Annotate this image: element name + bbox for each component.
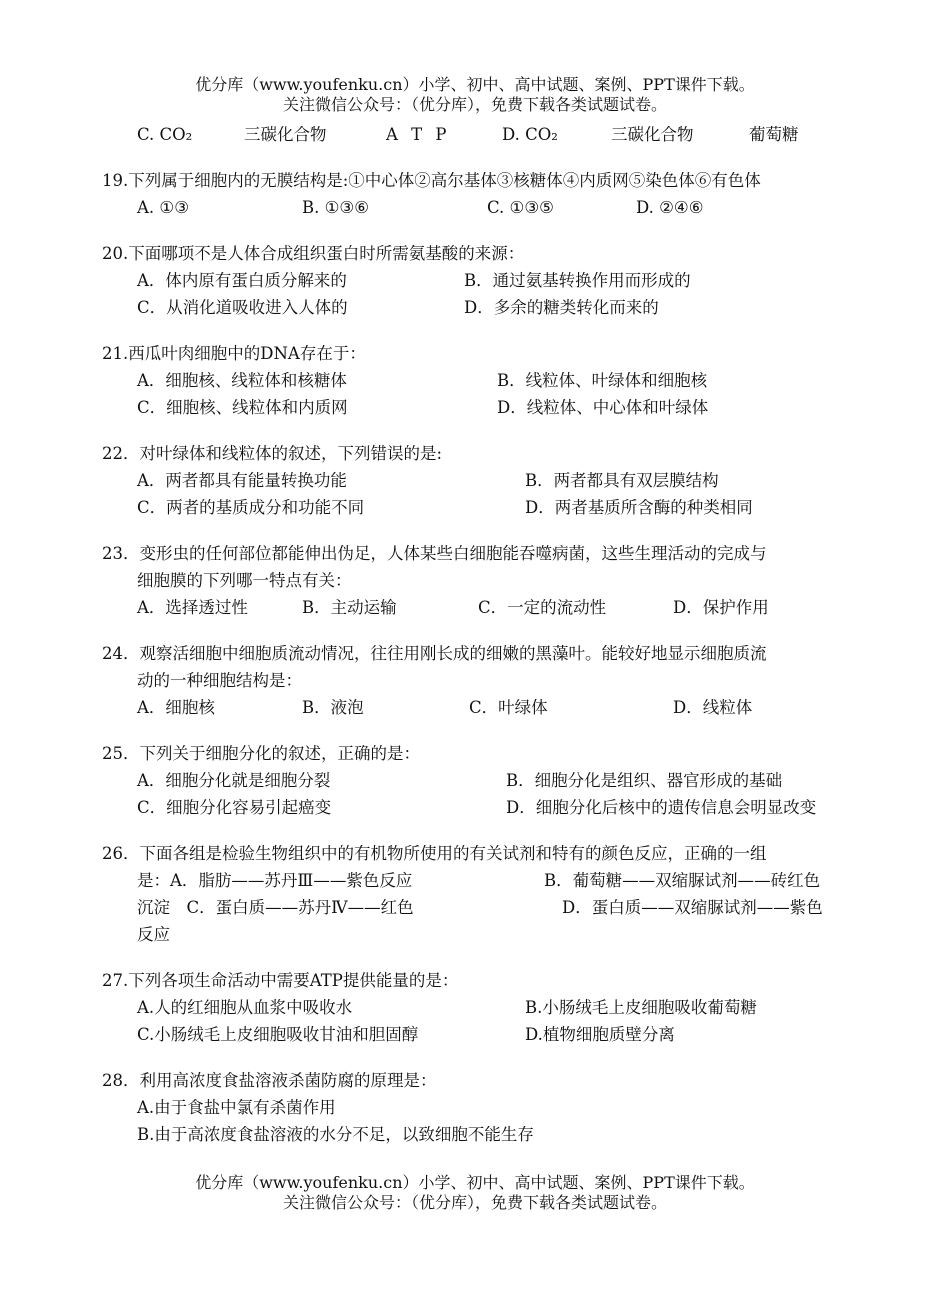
option-a: A. ①③	[137, 198, 189, 217]
option-d: D．多余的糖类转化而来的	[464, 298, 659, 317]
option-c: C．一定的流动性	[478, 598, 607, 617]
option-c-atp: A T P	[386, 125, 451, 144]
option-b: B.小肠绒毛上皮细胞吸收葡萄糖	[525, 998, 757, 1017]
option-d: D．两者基质所含酶的种类相同	[525, 498, 753, 517]
option-d-glucose: 葡萄糖	[749, 125, 799, 144]
option-c: C．细胞分化容易引起癌变	[137, 798, 332, 817]
question-stem: 26．下面各组是检验生物组织中的有机物所使用的有关试剂和特有的颜色反应，正确的一组	[102, 844, 767, 863]
option-c: 沉淀 C．蛋白质——苏丹Ⅳ——红色	[137, 898, 414, 917]
footer-line-2: 关注微信公众号：（优分库），免费下载各类试题试卷。	[282, 1193, 667, 1212]
footer-line-1: 优分库（www.youfenku.cn）小学、初中、高中试题、案例、PPT课件下载。	[195, 1173, 755, 1192]
option-b: B．线粒体、叶绿体和细胞核	[497, 371, 708, 390]
option-c: C．两者的基质成分和功能不同	[137, 498, 365, 517]
option-a: A.人的红细胞从血浆中吸收水	[137, 998, 353, 1017]
option-a: A．选择透过性	[137, 598, 248, 617]
option-d: D.植物细胞质壁分离	[525, 1025, 675, 1044]
option-c-compound: 三碳化合物	[244, 125, 327, 144]
option-a: A.由于食盐中氯有杀菌作用	[137, 1098, 336, 1117]
option-d-continued: 反应	[137, 925, 170, 944]
question-stem: 23．变形虫的任何部位都能伸出伪足，人体某些白细胞能吞噬病菌，这些生理活动的完成与	[102, 544, 767, 563]
option-a: A．细胞核	[137, 698, 215, 717]
option-d: D．蛋白质——双缩脲试剂——紫色	[562, 898, 823, 917]
header-line-2: 关注微信公众号：（优分库），免费下载各类试题试卷。	[282, 95, 667, 114]
question-stem: 22．对叶绿体和线粒体的叙述，下列错误的是:	[102, 444, 443, 463]
option-c-co2: C. CO₂	[137, 125, 193, 144]
option-b: B．葡萄糖——双缩脲试剂——砖红色	[544, 871, 821, 890]
option-d: D．线粒体、中心体和叶绿体	[497, 398, 709, 417]
option-a: A．细胞核、线粒体和核糖体	[137, 371, 347, 390]
option-d: D. ②④⑥	[636, 198, 704, 217]
question-stem: 24．观察活细胞中细胞质流动情况，往往用刚长成的细嫩的黑藻叶。能较好地显示细胞质流	[102, 644, 767, 663]
question-stem: 19.下列属于细胞内的无膜结构是:①中心体②高尔基体③核糖体④内质网⑤染色体⑥有色体	[102, 171, 761, 190]
question-stem-continued: 动的一种细胞结构是：	[137, 671, 302, 690]
option-c: C.小肠绒毛上皮细胞吸收甘油和胆固醇	[137, 1025, 419, 1044]
option-d: D．线粒体	[673, 698, 753, 717]
option-b: B.由于高浓度食盐溶液的水分不足，以致细胞不能生存	[137, 1125, 534, 1144]
question-stem: 27.下列各项生命活动中需要ATP提供能量的是：	[102, 971, 459, 990]
question-stem-continued: 细胞膜的下列哪一特点有关：	[137, 571, 352, 590]
option-b: B．细胞分化是组织、器官形成的基础	[506, 771, 783, 790]
option-b: B．两者都具有双层膜结构	[525, 471, 719, 490]
option-a: A．两者都具有能量转换功能	[137, 471, 347, 490]
option-d: D．细胞分化后核中的遗传信息会明显改变	[506, 798, 817, 817]
option-c: C．叶绿体	[469, 698, 548, 717]
option-a: 是：A．脂肪——苏丹Ⅲ——紫色反应	[137, 871, 413, 890]
question-stem: 28．利用高浓度食盐溶液杀菌防腐的原理是：	[102, 1071, 437, 1090]
question-stem: 21.西瓜叶肉细胞中的DNA存在于：	[102, 344, 366, 363]
option-d-co2: D. CO₂	[502, 125, 558, 144]
option-c: C. ①③⑤	[487, 198, 554, 217]
option-b: B. ①③⑥	[302, 198, 369, 217]
option-b: B．主动运输	[302, 598, 397, 617]
option-d-compound: 三碳化合物	[611, 125, 694, 144]
question-stem: 20.下面哪项不是人体合成组织蛋白时所需氨基酸的来源：	[102, 244, 525, 263]
question-stem: 25．下列关于细胞分化的叙述，正确的是：	[102, 744, 420, 763]
header-line-1: 优分库（www.youfenku.cn）小学、初中、高中试题、案例、PPT课件下载。	[195, 75, 755, 94]
option-b: B．通过氨基转换作用而形成的	[464, 271, 691, 290]
option-c: C．细胞核、线粒体和内质网	[137, 398, 348, 417]
option-d: D．保护作用	[673, 598, 769, 617]
option-a: A．细胞分化就是细胞分裂	[137, 771, 331, 790]
option-a: A．体内原有蛋白质分解来的	[137, 271, 347, 290]
option-b: B．液泡	[302, 698, 364, 717]
option-c: C．从消化道吸收进入人体的	[137, 298, 348, 317]
